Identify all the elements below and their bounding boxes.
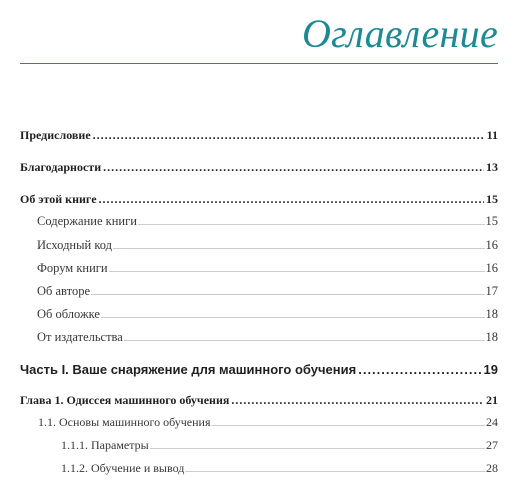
toc-entry-label: От издательства xyxy=(37,330,123,344)
dot-leader xyxy=(113,239,484,252)
toc-entry-label: Об обложке xyxy=(37,307,100,321)
toc-entry-chapter-1[interactable] xyxy=(20,393,498,408)
toc-entry-about-book[interactable] xyxy=(20,192,498,207)
toc-entry-page: 11 xyxy=(486,128,498,142)
toc-entry-page: 15 xyxy=(485,214,498,228)
dot-leader xyxy=(93,128,485,143)
dot-leader xyxy=(101,308,485,321)
toc-entry-label: 1.1. Основы машинного обучения xyxy=(38,415,211,429)
toc-entry-acknowledgements[interactable] xyxy=(20,160,498,175)
dot-leader xyxy=(150,439,485,451)
page-title: Оглавление xyxy=(301,11,498,56)
toc-entry-book-forum[interactable] xyxy=(20,261,498,276)
dot-leader xyxy=(231,393,484,408)
toc-entry-preface[interactable] xyxy=(20,128,498,143)
toc-entry-about-cover[interactable] xyxy=(20,307,498,322)
dot-leader xyxy=(103,160,484,175)
toc-entry-label: Форум книги xyxy=(37,261,108,275)
dot-leader xyxy=(358,362,481,377)
dot-leader xyxy=(99,192,484,207)
toc-entry-section-1-1-2[interactable] xyxy=(20,461,498,476)
toc-entry-label: Предисловие xyxy=(20,128,91,142)
toc-entry-section-1-1[interactable] xyxy=(20,415,498,430)
dot-leader xyxy=(138,215,485,228)
toc-entry-section-1-1-1[interactable] xyxy=(20,438,498,453)
toc-entry-page: 16 xyxy=(485,238,498,252)
toc-entry-label: Об этой книге xyxy=(20,192,97,206)
toc-entry-page: 16 xyxy=(485,261,498,275)
toc-entry-about-author[interactable] xyxy=(20,284,498,299)
toc-entry-label: 1.1.2. Обучение и вывод xyxy=(61,461,185,475)
toc-entry-page: 15 xyxy=(486,192,498,206)
toc-entry-from-publisher[interactable] xyxy=(20,330,498,345)
toc-entry-label: 1.1.1. Параметры xyxy=(61,438,149,452)
toc-entry-page: 17 xyxy=(485,284,498,298)
toc-entry-page: 27 xyxy=(486,438,498,452)
toc-entry-page: 13 xyxy=(486,160,498,174)
toc-entry-source-code[interactable] xyxy=(20,238,498,253)
toc-entry-label: Содержание книги xyxy=(37,214,137,228)
toc-entry-page: 18 xyxy=(485,307,498,321)
toc-entry-label: Исходный код xyxy=(37,238,113,252)
toc-entry-page: 19 xyxy=(483,362,498,377)
dot-leader xyxy=(124,331,485,344)
toc-entry-label: Глава 1. Одиссея машинного обучения xyxy=(20,393,230,407)
toc-entry-label: Благодарности xyxy=(20,160,102,174)
dot-leader xyxy=(185,462,485,474)
toc-entry-label: Часть I. Ваше снаряжение для машинного обучения xyxy=(20,362,357,377)
title-rule xyxy=(20,63,498,64)
toc-entry-part-1[interactable] xyxy=(20,362,498,377)
dot-leader xyxy=(91,285,485,298)
toc-entry-page: 21 xyxy=(486,393,498,407)
toc-entry-book-contents[interactable] xyxy=(20,214,498,229)
toc-entry-page: 24 xyxy=(486,415,498,429)
toc-entry-page: 18 xyxy=(485,330,498,344)
toc-entry-label: Об авторе xyxy=(37,284,90,298)
dot-leader xyxy=(211,416,485,428)
toc-entry-page: 28 xyxy=(486,461,498,475)
dot-leader xyxy=(109,262,485,275)
